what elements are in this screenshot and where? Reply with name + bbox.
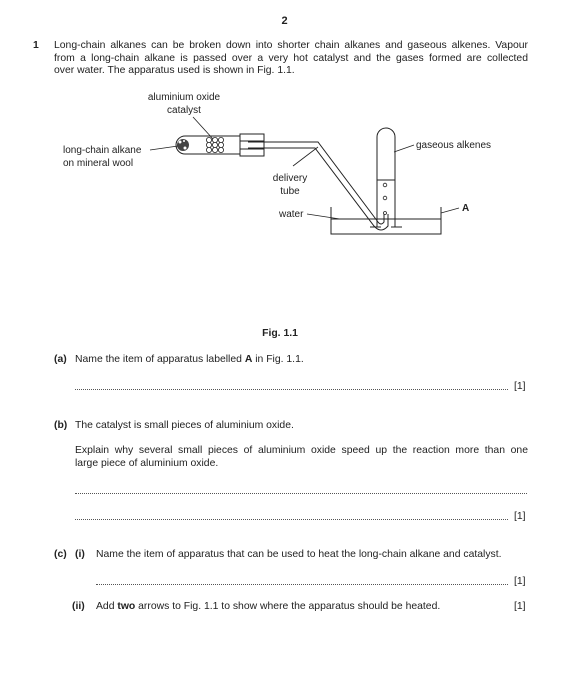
label-a-leader <box>441 208 459 213</box>
catalyst-pieces <box>206 137 223 152</box>
alkane-label: long-chain alkane <box>63 145 142 156</box>
part-a-text: in Fig. 1.1. <box>252 354 304 365</box>
part-c-i-text: Name the item of apparatus that can be used to heat the long-chain alkane and catalyst. <box>96 549 502 560</box>
mineral-wool <box>177 139 189 151</box>
apparatus-diagram <box>0 0 569 330</box>
part-c-ii-text: Add <box>96 601 118 612</box>
bung <box>240 134 264 156</box>
part-a-label: (a) <box>54 354 67 365</box>
answer-line[interactable] <box>75 493 527 494</box>
part-b-line: large piece of aluminium oxide. <box>75 457 219 469</box>
part-c-ii-question <box>96 601 440 614</box>
part-c-i-label: (i) <box>75 549 85 560</box>
question-number: 1 <box>33 40 39 51</box>
gas-bubbles <box>383 183 387 214</box>
delivery-leader <box>293 147 318 166</box>
mark-allocation: [1] <box>514 381 526 392</box>
mark-allocation: [1] <box>514 511 526 522</box>
answer-line[interactable] <box>96 584 508 585</box>
water-label: water <box>279 209 304 220</box>
mark-allocation: [1] <box>514 576 526 587</box>
catalyst-label: catalyst <box>167 105 201 116</box>
part-b-line: Explain why several small pieces of aluminium oxide speed up the reaction more than one <box>75 445 528 456</box>
delivery-tube-label: delivery <box>272 173 308 184</box>
part-b-label: (b) <box>54 420 68 431</box>
part-c-ii-text: arrows to Fig. 1.1 to show where the apparatus should be heated. <box>135 601 441 612</box>
delivery-tube-label: tube <box>280 186 300 197</box>
part-a-question <box>75 354 304 367</box>
gaseous-alkenes-label: gaseous alkenes <box>416 140 492 151</box>
part-a-text: Name the item of apparatus labelled <box>75 354 245 365</box>
answer-line[interactable] <box>75 519 508 520</box>
part-c-ii-bold: two <box>117 601 136 612</box>
water-leader <box>307 214 340 219</box>
intro-line: Long-chain alkanes can be broken down into shorter chain alkanes and gaseous alkenes. Vapour <box>54 40 528 51</box>
intro-line: from a long-chain alkane is passed over a very hot catalyst and the gases formed are collected <box>54 52 528 64</box>
answer-line[interactable] <box>75 389 508 390</box>
mark-allocation: [1] <box>514 601 526 612</box>
catalyst-label: aluminium oxide <box>147 92 221 103</box>
page-number: 2 <box>281 15 288 27</box>
alkenes-leader <box>394 145 414 152</box>
alkane-leader <box>150 146 178 150</box>
part-c-ii-label: (ii) <box>72 601 85 612</box>
figure-caption: Fig. 1.1 <box>262 328 298 339</box>
part-b-explain <box>75 445 528 470</box>
trough <box>331 207 441 234</box>
part-c-label: (c) <box>54 549 67 560</box>
label-a: A <box>462 203 470 214</box>
delivery-tube <box>248 142 388 230</box>
alkane-label: on mineral wool <box>63 158 134 169</box>
part-a-bold: A <box>244 354 253 365</box>
intro-line: over water. The apparatus used is shown in Fig. 1.1. <box>54 65 295 77</box>
part-b-statement: The catalyst is small pieces of aluminium oxide. <box>75 420 294 431</box>
